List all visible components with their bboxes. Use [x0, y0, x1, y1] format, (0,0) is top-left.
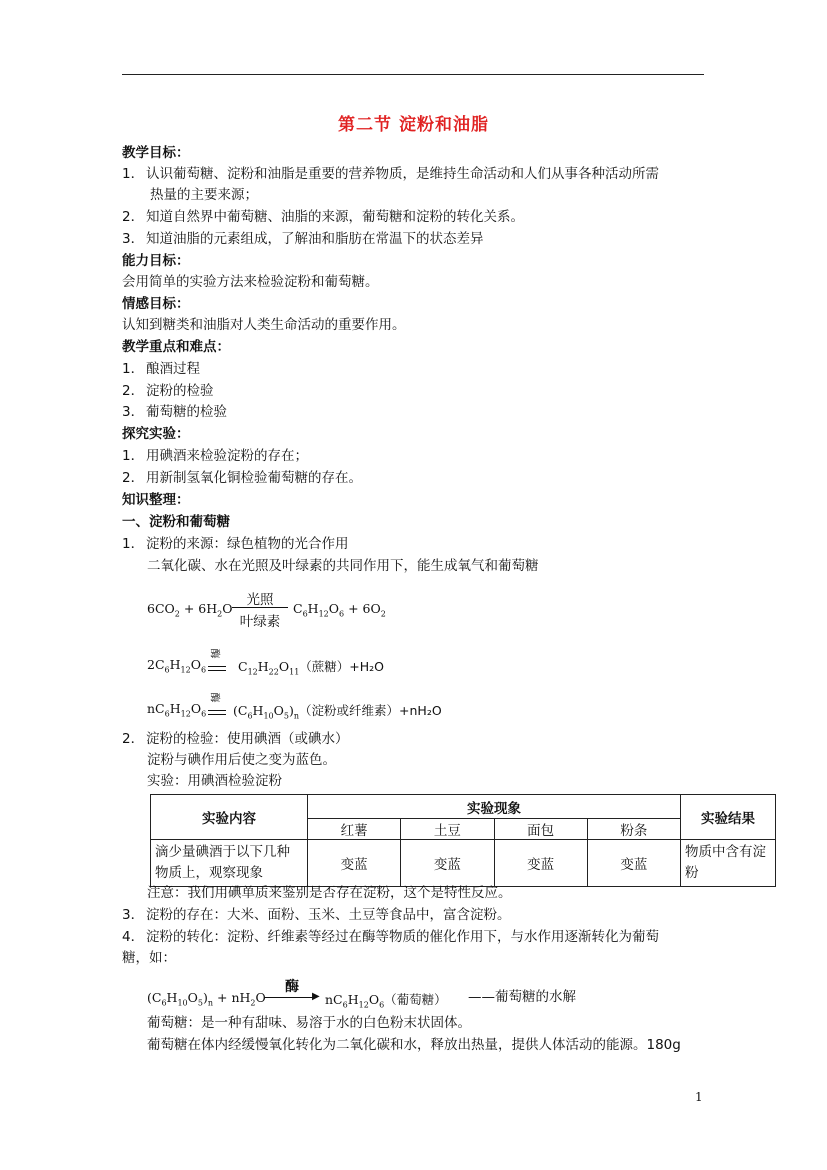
goal-text-2: 知道自然界中葡萄糖、油脂的来源，葡萄糖和淀粉的转化关系。	[146, 209, 524, 225]
table-row-content: 滴少量碘酒于以下几种物质上，观察现象	[151, 840, 308, 887]
eq2-note: （蔗糖）+H₂O	[299, 659, 385, 674]
goal-item-2	[122, 207, 524, 228]
table-header-content: 实验内容	[151, 795, 308, 840]
p1-num: 1．	[122, 536, 145, 552]
goal-item-1	[122, 164, 659, 185]
p3-text: 淀粉的存在：大米、面粉、玉米、土豆等食品中，富含淀粉。	[146, 907, 511, 923]
eq4-arrow-line	[264, 997, 314, 998]
key-num-2: 2．	[122, 383, 145, 399]
eq3-note: （淀粉或纤维素）+nH₂O	[299, 703, 442, 718]
eq2-condition: 酶	[208, 648, 220, 659]
p4-cont: 糖，如：	[122, 950, 176, 966]
equation-sucrose-product: $C_{12}H_{22}O_{11}$（蔗糖）+H₂O	[238, 659, 385, 677]
key-text-1: 酿酒过程	[146, 361, 200, 377]
key-text-2: 淀粉的检验	[146, 383, 214, 399]
eq2-equal-sign	[208, 666, 226, 671]
goal-item-3	[122, 229, 484, 250]
p1-text: 淀粉的来源：绿色植物的光合作用	[146, 536, 349, 552]
table-cell: 变蓝	[401, 840, 494, 887]
eq1-condition-bottom: 叶绿素	[239, 614, 281, 630]
p2-line3: 实验：用碘酒检验淀粉	[147, 773, 282, 789]
goal-num-3: 3．	[122, 231, 145, 247]
eq4-description: ——葡萄糖的水解	[468, 989, 576, 1005]
eq3-equal-sign	[208, 710, 226, 715]
iodine-test-table	[150, 794, 776, 887]
eq4-arrow-head: ▶	[312, 991, 320, 1002]
p2-line2: 淀粉与碘作用后使之变为蓝色。	[147, 752, 336, 768]
table-subheader: 红薯	[308, 819, 401, 840]
p1-line	[122, 534, 349, 555]
emotion-goals-text: 认知到糖类和油脂对人类生命活动的重要作用。	[122, 317, 406, 333]
glucose-line-1: 葡萄糖：是一种有甜味、易溶于水的白色粉末状固体。	[147, 1015, 471, 1031]
exp-text-1: 用碘酒来检验淀粉的存在；	[146, 448, 308, 464]
p2-num: 2．	[122, 731, 145, 747]
goal-text-3: 知道油脂的元素组成，了解油和脂肪在常温下的状态差异	[146, 231, 484, 247]
experiments-heading: 探究实验：	[122, 426, 190, 442]
table-subheader: 土豆	[401, 819, 494, 840]
key-points-heading: 教学重点和难点：	[122, 339, 230, 355]
exp-num-1: 1．	[122, 448, 145, 464]
equation-starch-reactant: $nC_6H_{12}O_6$	[147, 701, 207, 719]
table-row-result: 物质中含有淀粉	[681, 840, 776, 887]
header-rule	[122, 74, 704, 75]
table-cell: 变蓝	[494, 840, 587, 887]
table-subheader: 粉条	[587, 819, 680, 840]
eq4-note: （葡萄糖）	[384, 992, 447, 1007]
eq4-condition: 酶	[285, 979, 299, 995]
exp-num-2: 2．	[122, 470, 145, 486]
key-point-1	[122, 359, 200, 380]
equation-sucrose-reactant: $2C_6H_{12}O_6$	[147, 657, 207, 675]
goal-num-2: 2．	[122, 209, 145, 225]
goal-num-1: 1．	[122, 166, 145, 182]
equation-starch-product: $(C_6H_{10}O_5)_n$（淀粉或纤维素）+nH₂O	[233, 703, 442, 721]
page-title: 第二节 淀粉和油脂	[338, 115, 489, 135]
ability-goals-heading: 能力目标：	[122, 253, 190, 269]
key-point-3	[122, 402, 227, 423]
goal-item-1-cont: 热量的主要来源；	[150, 187, 258, 203]
eq1-reaction-line	[232, 607, 288, 608]
key-point-2	[122, 381, 214, 402]
goal-text-1: 认识葡萄糖、淀粉和油脂是重要的营养物质，是维持生命活动和人们从事各种活动所需	[146, 166, 659, 182]
knowledge-heading: 知识整理：	[122, 492, 190, 508]
equation-hydrolysis-reactants: $(C_6H_{10}O_5)_n + nH_2O$	[147, 990, 266, 1008]
ability-goals-text: 会用简单的实验方法来检验淀粉和葡萄糖。	[122, 274, 379, 290]
glucose-line-2: 葡萄糖在体内经缓慢氧化转化为二氧化碳和水，释放出热量，提供人体活动的能源。180g	[147, 1037, 681, 1053]
table-header-phenomenon: 实验现象	[308, 795, 681, 819]
table-cell: 变蓝	[308, 840, 401, 887]
p4-line	[122, 927, 659, 948]
equation-hydrolysis-product: $nC_6H_{12}O_6$（葡萄糖）	[325, 992, 447, 1010]
page-number: 1	[695, 1090, 703, 1104]
equation-photosynthesis: $6CO_2 + 6H_2O$	[147, 601, 233, 619]
eq3-condition: 酶	[208, 692, 220, 703]
section-1-heading: 一、淀粉和葡萄糖	[122, 514, 230, 530]
table-subheader: 面包	[494, 819, 587, 840]
p4-text: 淀粉的转化：淀粉、纤维素等经过在酶等物质的催化作用下，与水作用逐渐转化为葡萄	[146, 929, 659, 945]
note-line: 注意：我们用碘单质来鉴别是否存在淀粉，这个是特性反应。	[147, 885, 512, 901]
table-header-result: 实验结果	[681, 795, 776, 840]
equation-photosynthesis-products: $C_6H_{12}O_6 + 6O_2$	[293, 601, 386, 619]
p2-text: 淀粉的检验：使用碘酒（或碘水）	[146, 731, 349, 747]
key-num-3: 3．	[122, 404, 145, 420]
emotion-goals-heading: 情感目标：	[122, 296, 190, 312]
teaching-goals-heading: 教学目标：	[122, 145, 190, 161]
exp-text-2: 用新制氢氧化铜检验葡萄糖的存在。	[146, 470, 362, 486]
table-cell: 变蓝	[587, 840, 680, 887]
p1-cont: 二氧化碳、水在光照及叶绿素的共同作用下，能生成氧气和葡萄糖	[147, 558, 539, 574]
p3-line	[122, 905, 511, 926]
p2-line	[122, 729, 349, 750]
p3-num: 3．	[122, 907, 145, 923]
experiment-1	[122, 446, 308, 467]
key-text-3: 葡萄糖的检验	[146, 404, 227, 420]
key-num-1: 1．	[122, 361, 145, 377]
p4-num: 4．	[122, 929, 145, 945]
experiment-2	[122, 468, 362, 489]
eq1-condition-top: 光照	[246, 592, 274, 608]
